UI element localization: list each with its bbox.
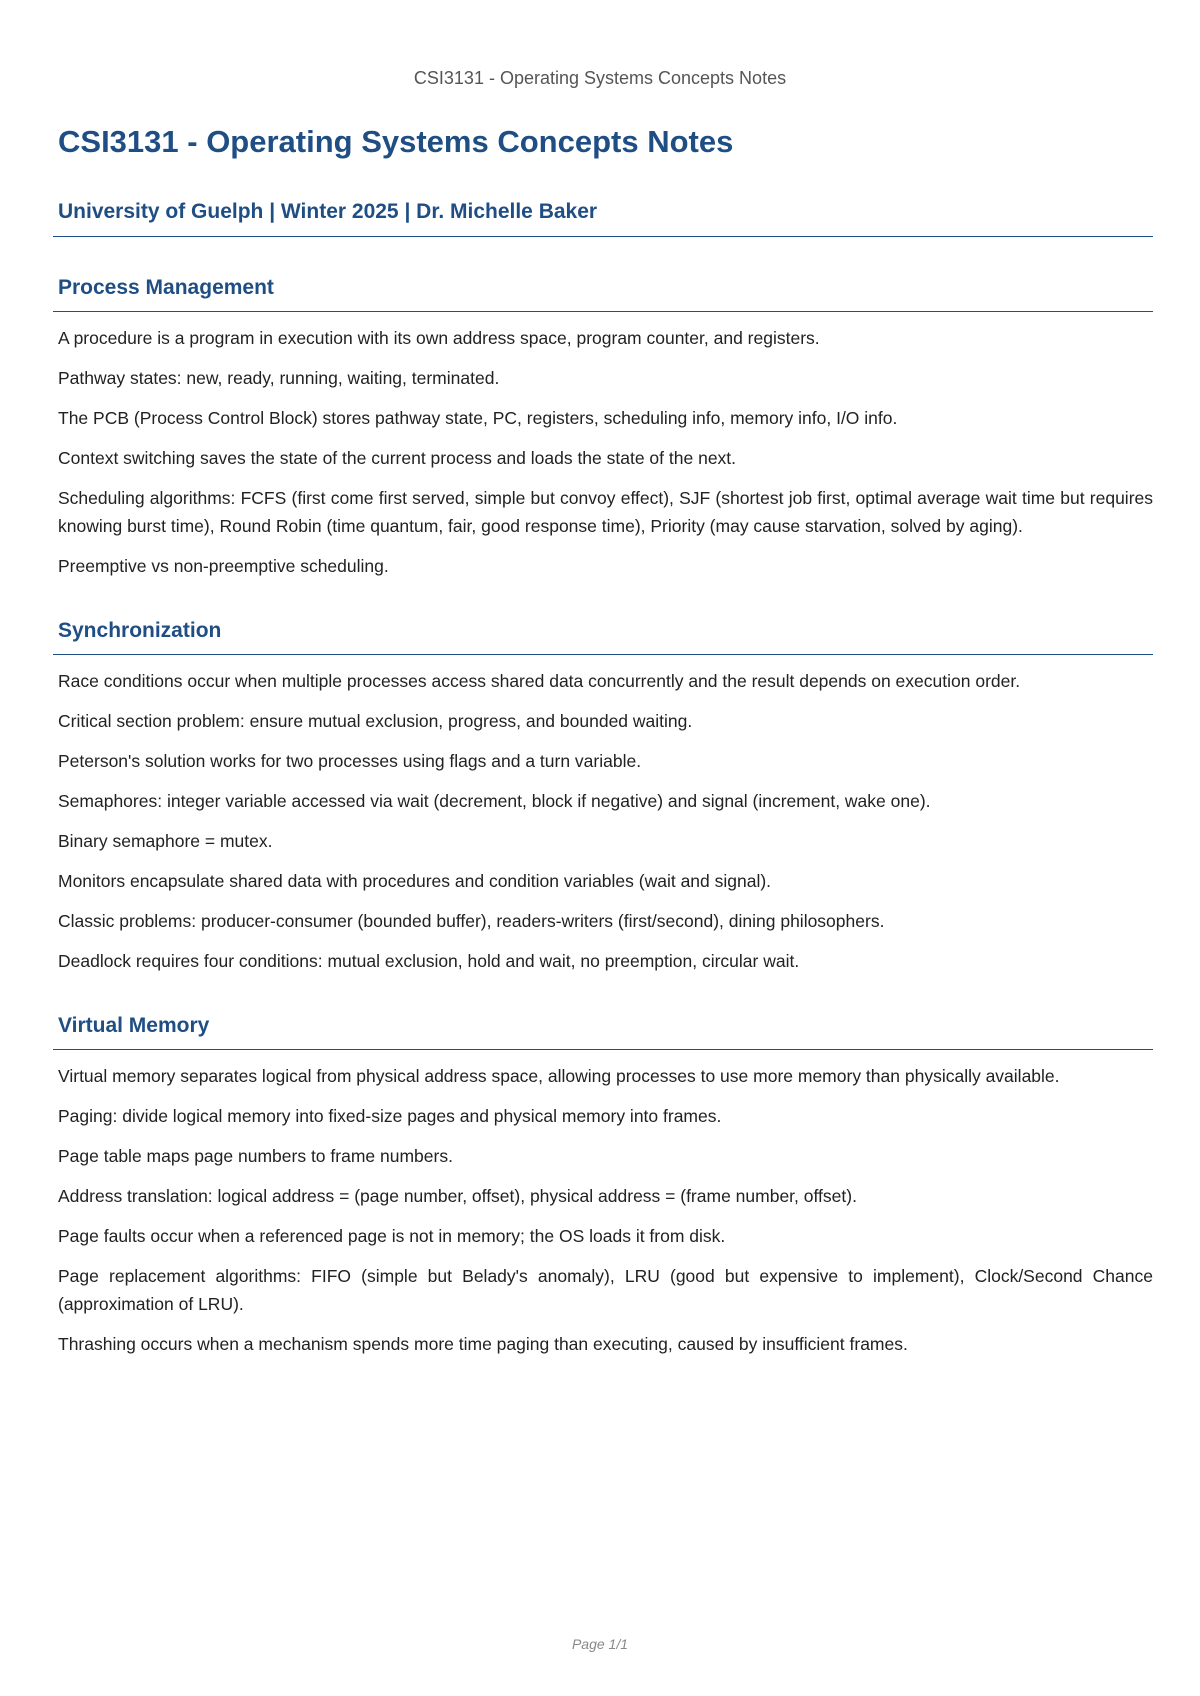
paragraph: Paging: divide logical memory into fixed-size pages and physical memory into frames. xyxy=(58,1106,722,1126)
page-number: Page 1/1 xyxy=(571,1636,629,1652)
section-process-management xyxy=(58,273,1153,580)
paragraph: Virtual memory separates logical from physical address space, allowing processes to use more memory than physically available. xyxy=(58,1066,1060,1086)
paragraph: Page table maps page numbers to frame numbers. xyxy=(58,1146,453,1166)
paragraph: Thrashing occurs when a mechanism spends more time paging than executing, caused by insufficient frames. xyxy=(58,1334,908,1354)
section-synchronization xyxy=(58,616,1153,975)
section-body xyxy=(58,324,1153,580)
section-body xyxy=(58,667,1153,975)
paragraph: Semaphores: integer variable accessed via wait (decrement, block if negative) and signal (increment, wake one). xyxy=(58,791,931,811)
paragraph: The PCB (Process Control Block) stores pathway state, PC, registers, scheduling info, memory info, I/O info. xyxy=(58,408,898,428)
section-heading: Synchronization xyxy=(53,616,1153,655)
paragraph: Deadlock requires four conditions: mutual exclusion, hold and wait, no preemption, circular wait. xyxy=(58,951,800,971)
paragraph: Preemptive vs non-preemptive scheduling. xyxy=(58,556,389,576)
paragraph: Classic problems: producer-consumer (bounded buffer), readers-writers (first/second), dining philosophers. xyxy=(58,911,885,931)
document-title: CSI3131 - Operating Systems Concepts Notes xyxy=(58,124,734,159)
section-virtual-memory xyxy=(58,1011,1153,1358)
paragraph: Context switching saves the state of the current process and loads the state of the next. xyxy=(58,448,737,468)
running-header: CSI3131 - Operating Systems Concepts Notes xyxy=(413,68,787,88)
section-body xyxy=(58,1062,1153,1358)
section-heading: Virtual Memory xyxy=(53,1011,1153,1050)
paragraph: A procedure is a program in execution with its own address space, program counter, and registers. xyxy=(58,328,820,348)
document-content xyxy=(58,120,1153,1370)
paragraph: Binary semaphore = mutex. xyxy=(58,831,273,851)
document-subtitle: University of Guelph | Winter 2025 | Dr. Michelle Baker xyxy=(53,197,1153,237)
paragraph: Monitors encapsulate shared data with procedures and condition variables (wait and signal). xyxy=(58,871,772,891)
paragraph: Pathway states: new, ready, running, waiting, terminated. xyxy=(58,368,500,388)
paragraph: Scheduling algorithms: FCFS (first come first served, simple but convoy effect), SJF (shortest job first, optimal average wait time but requires knowing burst time), Round Robin (time quantum, fair, good response time), Priority (may cause starvation, solved by aging). xyxy=(58,488,1153,536)
paragraph: Page faults occur when a referenced page is not in memory; the OS loads it from disk. xyxy=(58,1226,726,1246)
paragraph: Page replacement algorithms: FIFO (simple but Belady's anomaly), LRU (good but expensive to implement), Clock/Second Chance (approximation of LRU). xyxy=(58,1266,1153,1314)
paragraph: Peterson's solution works for two processes using flags and a turn variable. xyxy=(58,751,642,771)
paragraph: Race conditions occur when multiple processes access shared data concurrently and the result depends on execution order. xyxy=(58,671,1021,691)
section-heading: Process Management xyxy=(53,273,1153,312)
paragraph: Address translation: logical address = (page number, offset), physical address = (frame number, offset). xyxy=(58,1186,857,1206)
paragraph: Critical section problem: ensure mutual exclusion, progress, and bounded waiting. xyxy=(58,711,693,731)
